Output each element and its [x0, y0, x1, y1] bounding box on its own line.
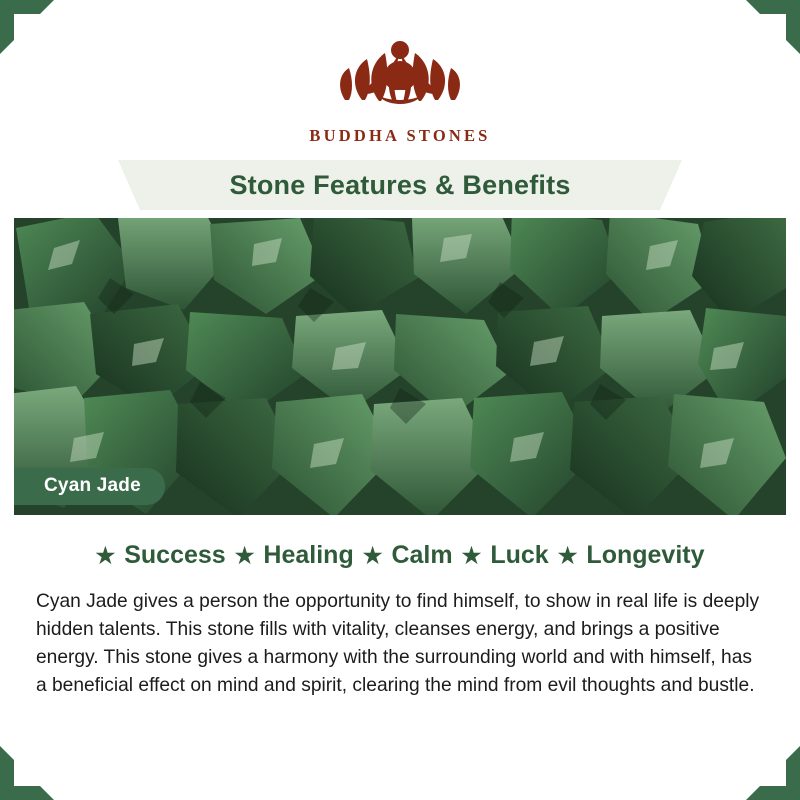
- hero-image: [14, 218, 786, 515]
- benefit-item-calm: Calm: [391, 541, 453, 569]
- star-icon: ★: [362, 542, 383, 568]
- brand-name: BUDDHA STONES: [309, 126, 491, 145]
- page-title: Stone Features & Benefits: [229, 169, 571, 200]
- benefits-list: [14, 541, 786, 570]
- star-icon: ★: [557, 542, 578, 568]
- stone-name-caption: Cyan Jade: [14, 468, 165, 505]
- benefit-item-success: Success: [124, 541, 226, 569]
- lotus-meditation-icon: [14, 28, 786, 120]
- brand-header: [14, 14, 786, 146]
- star-icon: ★: [461, 542, 482, 568]
- stone-description: Cyan Jade gives a person the opportunity to find himself, to show in real life is deeply hidden talents. This stone fills with vitality, cleanses energy, and brings a positive energy. This stone gives a harmony with the surrounding world and with himself, has a beneficial effect on mind and spirit, clearing the mind from evil thoughts and bustle.: [36, 591, 760, 697]
- benefit-item-healing: Healing: [263, 541, 354, 569]
- content-area: [14, 14, 786, 786]
- benefit-item-longevity: Longevity: [586, 541, 705, 569]
- star-icon: ★: [95, 542, 116, 568]
- benefit-item-luck: Luck: [490, 541, 549, 569]
- title-banner: [14, 160, 786, 210]
- star-icon: ★: [234, 542, 255, 568]
